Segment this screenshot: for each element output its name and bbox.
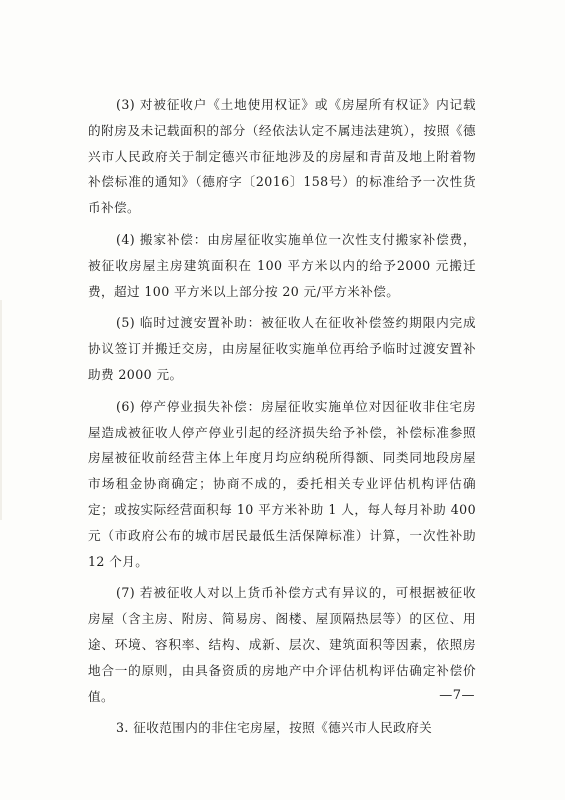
- paragraph-valuation-alternative: (7) 若被征收人对以上货币补偿方式有异议的，可根据被征收房屋（含主房、附房、简易房、阁楼、屋顶隔热层等）的区位、用途、环境、容积率、结构、成新、层次、建筑面积等因素，依照房地合一的原则，由具备资质的房地产中介评估机构评估确定补偿价值。: [88, 585, 476, 704]
- paragraph-non-residential-housing: 3. 征收范围内的非住宅房屋，按照《德兴市人民政府关: [116, 720, 433, 736]
- document-body: [88, 92, 476, 747]
- paragraph-land-use-certificate-compensation: (3) 对被征收户《土地使用权证》或《房屋所有权证》内记载的附房及未记载面积的部分（经依法认定不属违法建筑），按照《德兴市人民政府关于制定德兴市征地涉及的房屋和青苗及地上附着物补偿标准的通知》（德府字〔2016〕158号）的标准给予一次性货币补偿。: [88, 97, 476, 216]
- page-number: —7—: [439, 688, 475, 703]
- paragraph-business-loss-compensation: (6) 停产停业损失补偿：房屋征收实施单位对因征收非住宅房屋造成被征收人停产停业引起的经济损失给予补偿，补偿标准参照房屋被征收前经营主体上年度月均应纳税所得额、同类同地段房屋市场租金协商确定；协商不成的，委托相关专业评估机构评估确定；或按实际经营面积每 10 平方米补助 1 人，每人每月补助 400 元（市政府公布的城市居民最低生活保障标准）计算，一次性补助 12 个月。: [88, 398, 476, 569]
- paragraph-moving-compensation: (4) 搬家补偿：由房屋征收实施单位一次性支付搬家补偿费，被征收房屋主房建筑面积在 100 平方米以内的给予2000 元搬迁费，超过 100 平方米以上部分按 20 元/平方米补偿。: [88, 231, 476, 299]
- scan-edge-shadow: [0, 300, 2, 520]
- paragraph-temporary-resettlement-subsidy: (5) 临时过渡安置补助：被征收人在征收补偿签约期限内完成协议签订并搬迁交房，由房屋征收实施单位再给予临时过渡安置补助费 2000 元。: [88, 315, 476, 382]
